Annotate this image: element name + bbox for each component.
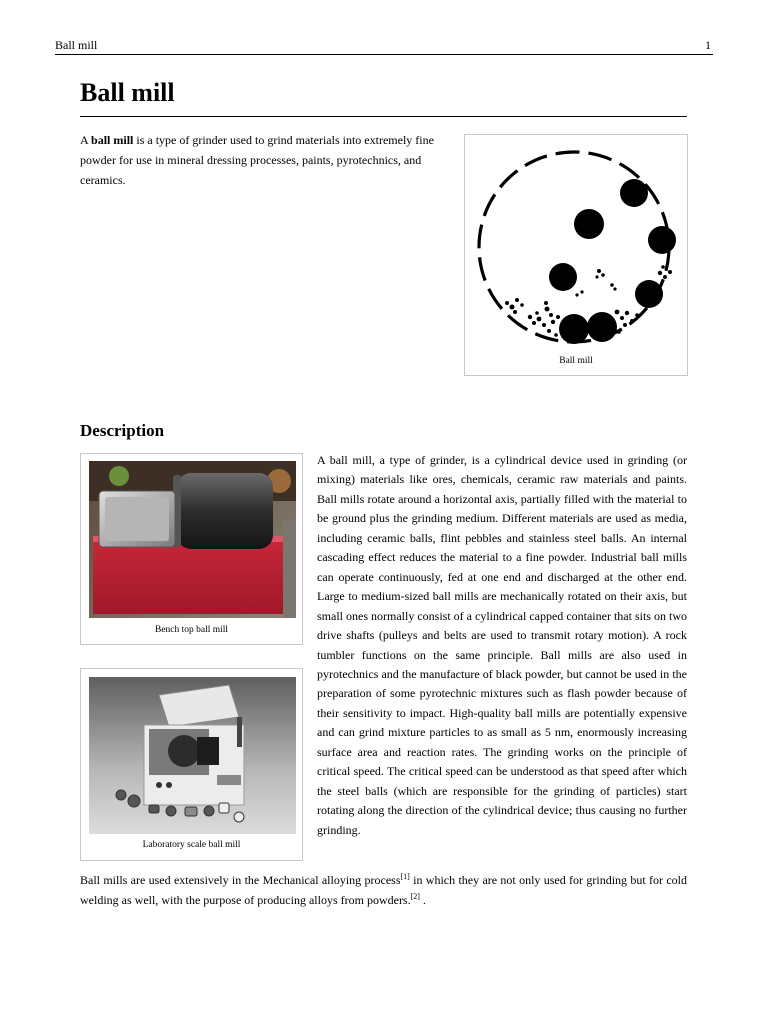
reference-link-1[interactable]: [1] xyxy=(400,872,410,881)
closing-text-1: Ball mills are used extensively in the Mechanical alloying process xyxy=(80,873,401,887)
intro-term: ball mill xyxy=(91,133,134,147)
intro-paragraph xyxy=(80,130,455,190)
description-paragraph: A ball mill, a type of grinder, is a cylindrical device used in grinding (or mixing) materials like ores, chemicals, ceramic raw materials and paints. Ball mills rotate around a horizontal axis, partially filled with the material to be ground plus the grinding medium. Different materials are used as media, including ceramic balls, flint pebbles and stainless steel balls. An internal cascading effect reduces the material to a fine powder. Industrial ball mills can operate continuously, fed at one end and discharged at the other end. Large to medium-sized ball mills are mechanically rotated on their axis, but small ones normally consist of a cylindrical capped container that sits on two drive shafts (pulleys and belts are used to transmit rotary motion). A rock tumbler functions on the same principle. Ball mills are also used in pyrotechnics and the manufacture of black powder, but cannot be used in the preparation of some pyrotechnic mixtures such as flash powder because of their sensitivity to impact. High-quality ball mills are potentially expensive and can grind mixture particles to as small as 5 nm, enormously increasing surface area and reaction rates. The grinding works on the principle of critical speed. The critical speed can be understood as that speed after which the steel balls (which are responsible for the grinding of particles) start rotating along the direction of the cylindrical device; thus causing no further grinding. xyxy=(317,453,687,837)
closing-paragraph xyxy=(80,870,687,910)
section-heading-description: Description xyxy=(80,421,165,440)
ball-mill-diagram-figure xyxy=(464,134,688,376)
reference-link-2[interactable]: [2] xyxy=(410,892,420,901)
laboratory-ball-mill-figure xyxy=(80,668,303,861)
bench-top-ball-mill-figure xyxy=(80,453,303,645)
bench-top-ball-mill-photo xyxy=(89,461,296,618)
running-header-title: Ball mill xyxy=(55,38,98,52)
lab-caption: Laboratory scale ball mill xyxy=(142,840,241,850)
mill-drum-outline xyxy=(479,152,669,342)
diagram-caption: Ball mill xyxy=(559,356,593,366)
bench-caption: Bench top ball mill xyxy=(154,625,229,635)
ball-mill-diagram-image xyxy=(467,137,683,349)
intro-text: is a type of grinder used to grind materials into extremely fine powder for use in mineral dressing processes, paints, pyrotechnics, and ceramics. xyxy=(80,133,434,187)
page-title: Ball mill xyxy=(80,76,687,117)
intro-prefix: A xyxy=(80,133,92,147)
running-header xyxy=(55,38,713,55)
closing-text-2: in which they are not only used for grinding but for cold welding as well, with the purpose of producing alloys from powders. xyxy=(80,873,687,907)
closing-text-3: . xyxy=(419,893,426,907)
laboratory-ball-mill-photo xyxy=(89,677,296,834)
page-number: 1 xyxy=(705,38,711,52)
